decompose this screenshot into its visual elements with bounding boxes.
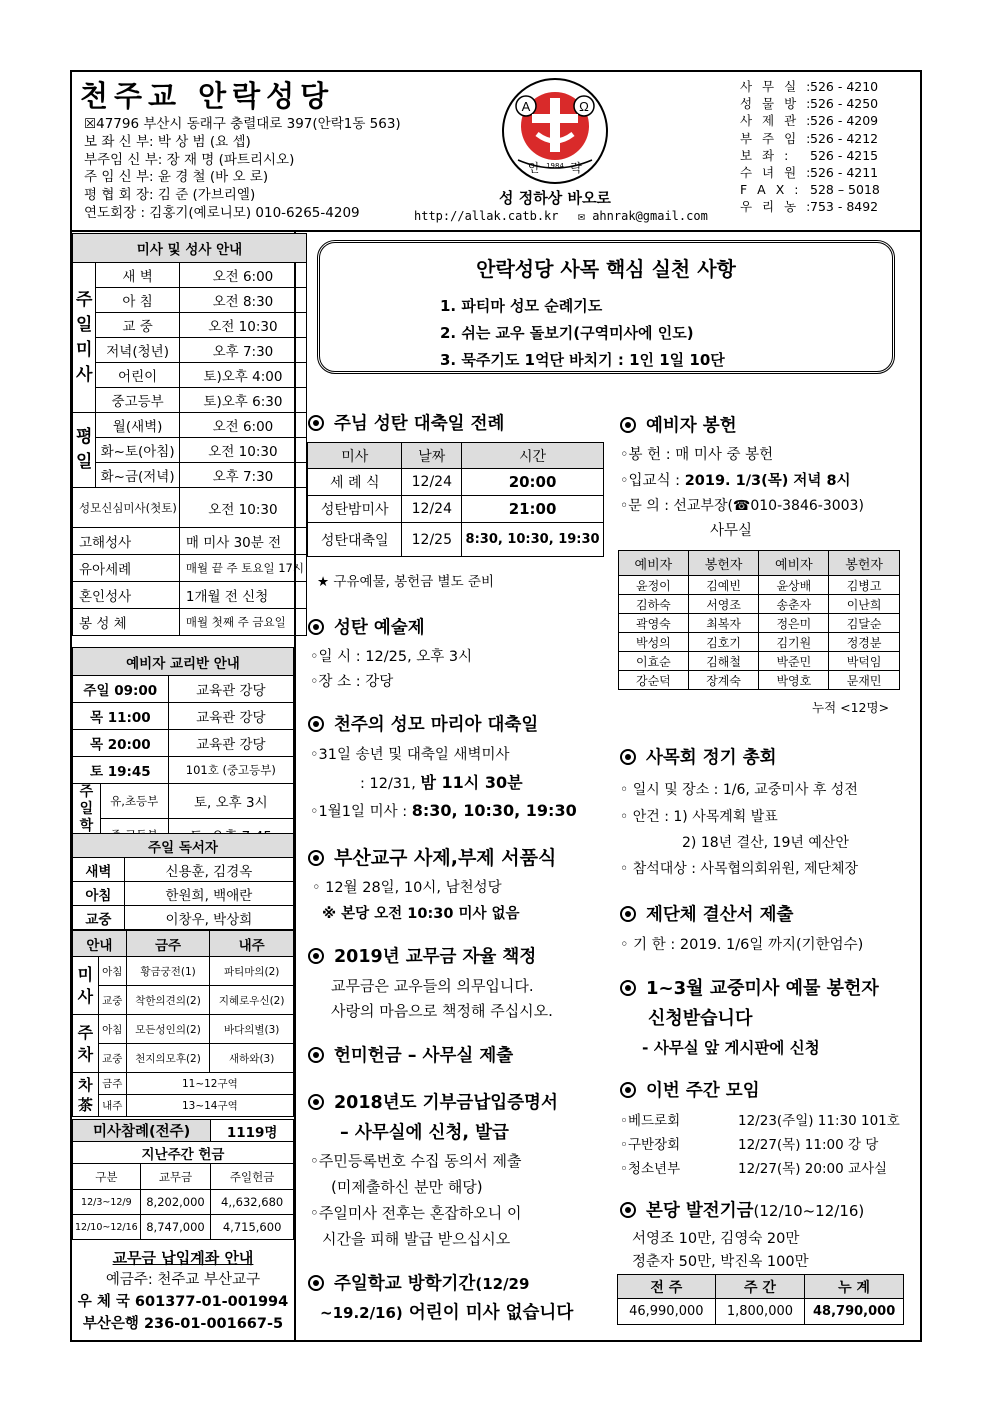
mass-name: 월(새벽) — [96, 413, 179, 438]
mass-time: 오후 7:30 — [179, 463, 306, 488]
guide-this-week: 모든성인의(2) — [126, 1015, 210, 1044]
offering-app-subtitle: 신청받습니다 — [648, 1008, 753, 1029]
meeting-row — [620, 1157, 887, 1177]
art-section-title — [308, 614, 425, 639]
mary-date: : 12/31, — [360, 776, 421, 792]
mary-time: 밤 11시 30분 — [420, 773, 523, 792]
meeting-name: ◦청소년부 — [620, 1161, 681, 1177]
mary-times: 8:30, 10:30, 19:30 — [411, 801, 577, 820]
clergy-line: 평 협 회 장: 김 준 (가브리엘) — [84, 187, 256, 204]
parish-address-block — [84, 116, 401, 223]
sponsor-cell: 이효순 — [619, 652, 689, 671]
mass-name: 저녁(청년) — [96, 338, 179, 363]
ordination-line: ◦ 12월 28일, 10시, 남천성당 — [312, 880, 502, 896]
sacrament-name: 고해성사 — [73, 528, 180, 555]
mass-time: 오전 8:30 — [179, 288, 306, 313]
sponsor-cell: 박덕임 — [829, 652, 900, 671]
christmas-note: ★ 구유예물, 봉헌금 별도 준비 — [317, 574, 495, 590]
christmas-head: 날짜 — [402, 443, 462, 469]
mary-label: ◦1월1일 미사 : — [310, 804, 412, 820]
reader-names: 한원희, 백애란 — [124, 882, 293, 906]
ordination-section-title — [308, 843, 556, 870]
fund-head: 전 주 — [618, 1275, 716, 1299]
contact-row — [740, 198, 880, 215]
sponsor-cell: 서영조 — [688, 595, 759, 614]
sponsor-cell: 송춘자 — [759, 595, 829, 614]
class-place: 교육관 강당 — [168, 730, 293, 757]
guides-table — [72, 930, 294, 1117]
mass-name: 새 벽 — [96, 263, 179, 288]
sacrament-info: 매월 끝 주 토요일 17시 — [179, 555, 306, 582]
section-title: 2018년도 기부금납입증명서 — [334, 1093, 558, 1113]
christmas-date: 12/24 — [402, 469, 462, 496]
offering-head: 주일헌금 — [211, 1164, 294, 1190]
fund-prev: 46,990,000 — [618, 1299, 716, 1325]
bullet-icon — [308, 1047, 324, 1063]
contact-label: 사 제 관 : — [740, 113, 814, 129]
offering-dues: 8,202,000 — [140, 1190, 211, 1215]
fund-period: (12/10~12/16) — [753, 1202, 865, 1220]
co-label: ◦입교식 : — [620, 473, 685, 489]
fund-head: 누 계 — [805, 1275, 904, 1299]
bullet-icon — [620, 980, 636, 996]
council-line: ◦ 일시 및 장소 : 1/6, 교중미사 후 성전 — [620, 782, 858, 798]
dues-section-title — [308, 943, 536, 968]
catechumen-class-table — [72, 647, 294, 853]
bullet-icon — [620, 417, 636, 433]
sponsor-cell: 정은미 — [759, 614, 829, 633]
bullet-icon — [620, 749, 636, 765]
sponsor-cell: 김하숙 — [619, 595, 689, 614]
reader-names: 이창우, 박상희 — [124, 906, 293, 930]
vacation-start: (12/29 — [475, 1275, 530, 1293]
contact-number: 753 - 8492 — [810, 199, 879, 215]
section-title: 주님 성탄 대축일 전례 — [334, 414, 505, 434]
co-date: 2019. 1/3(목) 저녁 8시 — [684, 473, 851, 489]
sponsor-head: 예비자 — [759, 551, 829, 576]
offering-app-line: - 사무실 앞 게시판에 신청 — [642, 1039, 820, 1057]
weekday-mass-label: 평일 — [73, 413, 96, 488]
co-line — [620, 469, 851, 490]
art-line: ◦일 시 : 12/25, 오후 3시 — [310, 649, 473, 665]
vacation-section-title — [308, 1270, 529, 1295]
account-title: 교무금 납입계좌 안내 — [112, 1249, 254, 1267]
bullet-icon — [620, 1202, 636, 1218]
mary-line — [360, 770, 523, 793]
contact-number: 526 - 4209 — [810, 113, 879, 129]
christmas-time: 8:30, 10:30, 19:30 — [462, 523, 604, 557]
guide-slot: 아침 — [98, 957, 126, 986]
receipt-section-title — [308, 1089, 558, 1114]
sponsor-cell: 김병고 — [829, 576, 900, 595]
sponsor-cell: 윤정이 — [619, 576, 689, 595]
header-divider — [70, 230, 922, 232]
notice-title: 안락성당 사목 핵심 실천 사항 — [476, 257, 736, 281]
ordination-note: ※ 본당 오전 10:30 미사 없음 — [322, 906, 520, 922]
class-day: 주일 09:00 — [73, 676, 169, 703]
council-section-title — [620, 744, 777, 769]
christmas-head: 시간 — [462, 443, 604, 469]
section-title: 사목회 정기 총회 — [646, 748, 777, 768]
sacrament-info: 매월 첫째 주 금요일 — [179, 609, 306, 636]
contact-row — [740, 147, 880, 164]
guide-next-week: 지혜로우신(2) — [210, 986, 294, 1015]
account-holder: 예금주: 천주교 부산교구 — [105, 1272, 261, 1288]
contact-row — [740, 95, 880, 112]
clergy-line: 부주임 신 부: 장 재 명 (파트리시오) — [84, 151, 295, 168]
receipt-subtitle: – 사무실에 신청, 발급 — [340, 1123, 509, 1143]
christmas-time: 20:00 — [462, 469, 604, 496]
pastoral-notice-box — [317, 240, 895, 374]
guide-slot: 아침 — [98, 1015, 126, 1044]
christmas-schedule-table — [307, 442, 604, 557]
guides-head: 안내 — [73, 931, 127, 957]
bullet-icon — [308, 1275, 324, 1291]
readers-heading: 주일 독서자 — [73, 834, 294, 858]
school-group: 유,초등부 — [100, 784, 168, 819]
council-line: ◦ 안건 : 1) 사목계획 발표 — [620, 809, 778, 825]
catechumen-sponsor-table — [618, 550, 900, 690]
mass-heading: 미사 및 성사 안내 — [73, 234, 307, 263]
guide-next-week: 바다의별(3) — [210, 1015, 294, 1044]
logo-text-rak: 락 — [570, 161, 582, 175]
christmas-mass: 세 례 식 — [308, 469, 402, 496]
receipt-line: ◦주일미사 전후는 혼잡하오니 이 — [310, 1204, 522, 1222]
special-mass-time: 오전 10:30 — [179, 488, 306, 528]
class-day: 목 20:00 — [73, 730, 169, 757]
reader-slot: 아침 — [73, 882, 125, 906]
mass-time: 오전 10:30 — [179, 438, 306, 463]
offering-heading: 지난주간 헌금 — [73, 1142, 294, 1164]
contact-label: 사 무 실 : — [740, 79, 814, 94]
class-day: 목 11:00 — [73, 703, 169, 730]
mass-name: 중고등부 — [96, 388, 179, 413]
email-link[interactable]: ahnrak@gmail.com — [592, 209, 708, 223]
meetings-section-title — [620, 1077, 760, 1102]
logo-omega: Ω — [579, 99, 589, 114]
sponsor-head: 예비자 — [619, 551, 689, 576]
meeting-when: 12/27(목) 20:00 교사실 — [738, 1161, 888, 1177]
sunday-school-label: 주일학 — [73, 784, 101, 853]
tea-label: 차茶 — [73, 1073, 99, 1117]
reader-slot: 새벽 — [73, 858, 125, 882]
section-title: 1~3월 교중미사 예물 봉헌자 — [646, 978, 879, 999]
mass-time: 오후 7:30 — [179, 338, 306, 363]
offering-table — [72, 1119, 294, 1240]
contact-row — [740, 130, 880, 147]
parish-title: 천주교 안락성당 — [80, 79, 335, 113]
class-place: 교육관 강당 — [168, 676, 293, 703]
offering-period: 12/10~12/16 — [73, 1215, 141, 1240]
offering-app-section-title — [620, 974, 879, 1000]
christmas-head: 미사 — [308, 443, 402, 469]
offering-head: 교무금 — [140, 1164, 211, 1190]
offering-sunday: 4,,632,680 — [211, 1190, 294, 1215]
account-info — [72, 1247, 294, 1335]
settlement-section-title — [620, 901, 793, 926]
mary-section-title — [308, 711, 538, 736]
contact-label: 성 물 방 : — [740, 96, 814, 112]
contact-number: 526 - 4250 — [810, 96, 879, 112]
bullet-icon — [308, 1094, 324, 1110]
bullet-icon — [620, 1082, 636, 1098]
sponsor-cell: 윤상배 — [759, 576, 829, 595]
receipt-line: 시간을 피해 발급 받으십시오 — [322, 1230, 511, 1248]
clergy-line: 보 좌 신 부: 박 상 범 (요 셉) — [84, 133, 251, 150]
meeting-name: ◦구반장회 — [620, 1137, 681, 1153]
catechumen-heading: 예비자 교리반 안내 — [73, 648, 294, 676]
patron-saint: 성 정하상 바오로 — [499, 189, 611, 207]
contact-row — [740, 164, 880, 181]
sponsor-cell: 정경분 — [829, 633, 900, 652]
attendance-label: 미사참례(전주) — [73, 1120, 211, 1142]
mass-name: 화~금(저녁) — [96, 463, 179, 488]
section-title: 주일학교 방학기간 — [334, 1274, 476, 1294]
mass-name: 아 침 — [96, 288, 179, 313]
council-line: ◦ 참석대상 : 사목협의회위원, 제단체장 — [620, 861, 859, 877]
sunday-mass-label: 주일미사 — [73, 263, 96, 413]
bullet-icon — [308, 716, 324, 732]
class-day: 토 19:45 — [73, 757, 169, 784]
fund-line: 정춘자 50만, 박진옥 100만 — [632, 1254, 809, 1270]
christmas-section-title — [308, 410, 504, 435]
contact-label: 우 리 농 : — [740, 199, 814, 215]
guide-slot: 교중 — [98, 986, 126, 1015]
bullet-icon — [308, 415, 324, 431]
sponsor-cell: 김기원 — [759, 633, 829, 652]
bullet-icon — [308, 619, 324, 635]
contact-row — [740, 78, 880, 95]
contact-label: 보 좌 : — [740, 147, 792, 163]
notice-item: 2. 쉬는 교우 돌보기(구역미사에 인도) — [440, 324, 694, 342]
meeting-name: ◦베드로회 — [620, 1113, 681, 1129]
section-title: 부산교구 사제,부제 서품식 — [334, 847, 557, 869]
mass-time: 오전 10:30 — [179, 313, 306, 338]
contact-label: 부 주 임 : — [740, 130, 814, 146]
account-bank: 부산은행 236-01-001667-5 — [82, 1316, 284, 1332]
section-title: 제단체 결산서 제출 — [646, 905, 794, 925]
mass-name: 화~토(아침) — [96, 438, 179, 463]
bullet-icon — [308, 948, 324, 964]
sponsor-cell: 장계숙 — [688, 671, 759, 690]
contact-number: 526 - 4210 — [810, 79, 879, 94]
mass-name: 교 중 — [96, 313, 179, 338]
logo-year: 1984 — [546, 162, 564, 170]
sponsor-total: 누적 <12명> — [812, 700, 890, 715]
mass-time: 오전 6:00 — [179, 263, 306, 288]
meeting-when: 12/27(목) 11:00 강 당 — [738, 1137, 879, 1153]
guide-this-week: 착한의견의(2) — [126, 986, 210, 1015]
contact-number: 526 - 4212 — [810, 130, 879, 146]
mary-line: ◦31일 송년 및 대축일 새벽미사 — [310, 747, 510, 763]
fund-line: 서영조 10만, 김영숙 20만 — [632, 1231, 800, 1247]
contact-number: 526 - 4215 — [810, 147, 879, 163]
meeting-when: 12/23(주일) 11:30 101호 — [738, 1113, 900, 1129]
email-icon: ✉ — [577, 209, 585, 223]
school-time: 토, 오후 3시 — [168, 784, 293, 819]
tea-area: 11~12구역 — [126, 1073, 293, 1095]
sponsor-cell: 김호기 — [688, 633, 759, 652]
co-line: ◦문 의 : 선교부장(☎010-3846-3003) — [620, 498, 864, 514]
guide-next-week: 새하와(3) — [210, 1044, 294, 1073]
notice-item: 1. 파티마 성모 순례기도 — [440, 297, 603, 315]
sacrament-name: 봉 성 체 — [73, 609, 180, 636]
catechumen-offering-title — [620, 412, 737, 437]
receipt-line: ◦주민등록번호 수집 동의서 제출 — [310, 1152, 522, 1170]
meeting-row — [620, 1109, 900, 1129]
guide-this-week: 황금궁전(1) — [126, 957, 210, 986]
christmas-mass: 성탄밤미사 — [308, 496, 402, 523]
tea-slot: 내주 — [98, 1095, 126, 1117]
account-post: 우 체 국 601377-01-001994 — [77, 1294, 289, 1310]
receipt-line: (미제출하신 분만 해당) — [331, 1178, 483, 1196]
mass-time: 토)오후 6:30 — [179, 388, 306, 413]
sacrament-info: 매 미사 30분 전 — [179, 528, 306, 555]
guides-head: 금주 — [126, 931, 210, 957]
section-title: 헌미헌금 – 사무실 제출 — [334, 1046, 514, 1066]
guide-group-label: 주차 — [73, 1015, 99, 1073]
sponsor-cell: 박영호 — [759, 671, 829, 690]
special-mass-name: 성모신심미사(첫토) — [73, 488, 180, 528]
logo-alpha: A — [521, 99, 531, 114]
mass-schedule-table — [72, 233, 307, 636]
website-link[interactable]: http://allak.catb.kr — [414, 209, 559, 223]
art-line: ◦장 소 : 강당 — [310, 674, 394, 690]
christmas-date: 12/24 — [402, 496, 462, 523]
contact-number: 528 – 5018 — [810, 182, 880, 198]
council-line: 2) 18년 결산, 19년 예산안 — [682, 835, 849, 851]
fund-total: 48,790,000 — [805, 1299, 904, 1325]
mary-line — [310, 800, 577, 821]
mass-time: 토)오후 4:00 — [179, 363, 306, 388]
sacrament-info: 1개월 전 신청 — [179, 582, 306, 609]
christmas-mass: 성탄대축일 — [308, 523, 402, 557]
co-line: ◦봉 헌 : 매 미사 중 봉헌 — [620, 447, 774, 463]
guide-group-label: 미사 — [73, 957, 99, 1015]
settlement-line: ◦ 기 한 : 2019. 1/6일 까지(기한엄수) — [620, 937, 864, 953]
sponsor-cell: 김해철 — [688, 652, 759, 671]
guides-head: 내주 — [210, 931, 294, 957]
sponsor-cell: 김달순 — [829, 614, 900, 633]
clergy-line: 주 임 신 부: 윤 경 철 (바 오 로) — [84, 169, 269, 186]
contact-list — [740, 78, 880, 216]
bullet-icon — [308, 850, 324, 866]
contact-label: F A X : — [740, 182, 802, 198]
offering-period: 12/3~12/9 — [73, 1190, 141, 1215]
sponsor-cell: 이난희 — [829, 595, 900, 614]
contact-label: 수 녀 원 : — [740, 165, 814, 181]
attendance-value: 1119명 — [211, 1120, 294, 1142]
section-title: 예비자 봉헌 — [646, 416, 737, 436]
sponsor-cell: 김예빈 — [688, 576, 759, 595]
fund-table — [617, 1274, 904, 1325]
logo-text-an: 안 — [528, 161, 540, 175]
sponsor-cell: 박성의 — [619, 633, 689, 652]
section-title: 이번 주간 모임 — [646, 1081, 760, 1101]
donation-section-title — [308, 1042, 513, 1067]
contact-row — [740, 181, 880, 198]
section-title: 본당 발전기금 — [646, 1201, 754, 1221]
contact-number: 526 - 4211 — [810, 165, 879, 181]
tea-area: 13~14구역 — [126, 1095, 293, 1117]
class-place: 101호 (중고등부) — [168, 757, 293, 784]
readers-table — [72, 833, 294, 930]
sponsor-head: 봉헌자 — [829, 551, 900, 576]
sponsor-cell: 강순덕 — [619, 671, 689, 690]
reader-slot: 교중 — [73, 906, 125, 930]
sponsor-head: 봉헌자 — [688, 551, 759, 576]
contact-row — [740, 112, 880, 129]
fund-head: 주 간 — [715, 1275, 805, 1299]
guide-slot: 교중 — [98, 1044, 126, 1073]
vacation-line — [320, 1299, 573, 1324]
fund-week: 1,800,000 — [715, 1299, 805, 1325]
sponsor-cell: 박준민 — [759, 652, 829, 671]
section-title: 2019년 교무금 자율 책정 — [334, 947, 537, 967]
section-title: 성탄 예술제 — [334, 618, 425, 638]
sacrament-name: 유아세례 — [73, 555, 180, 582]
vacation-end: ~19.2/16) — [320, 1304, 403, 1322]
christmas-time: 21:00 — [462, 496, 604, 523]
reader-names: 신용훈, 김경옥 — [124, 858, 293, 882]
dues-line: 교무금은 교우들의 의무입니다. — [331, 977, 534, 995]
mass-time: 오전 6:00 — [179, 413, 306, 438]
sponsor-cell: 곽영숙 — [619, 614, 689, 633]
sponsor-cell: 문재민 — [829, 671, 900, 690]
guide-next-week: 파티마의(2) — [210, 957, 294, 986]
offering-head: 구분 — [73, 1164, 141, 1190]
section-title: 천주의 성모 마리아 대축일 — [334, 715, 539, 735]
class-place: 교육관 강당 — [168, 703, 293, 730]
co-line: 사무실 — [710, 523, 753, 539]
sacrament-name: 혼인성사 — [73, 582, 180, 609]
parish-logo — [500, 76, 610, 186]
dues-line: 사랑의 마음으로 책정해 주십시오. — [331, 1002, 553, 1020]
web-contact — [414, 209, 708, 223]
notice-item: 3. 묵주기도 1억단 바치기 : 1인 1일 10단 — [440, 351, 725, 369]
offering-dues: 8,747,000 — [140, 1215, 211, 1240]
address: ☒47796 부산시 동래구 충렬대로 397(안락1동 563) — [84, 116, 401, 132]
fund-section-title — [620, 1197, 864, 1222]
christmas-date: 12/25 — [402, 523, 462, 557]
sponsor-cell: 최복자 — [688, 614, 759, 633]
guide-this-week: 천지의모후(2) — [126, 1044, 210, 1073]
tea-slot: 금주 — [98, 1073, 126, 1095]
bullet-icon — [620, 906, 636, 922]
vacation-note: 어린이 미사 없습니다 — [402, 1303, 574, 1323]
offering-sunday: 4,715,600 — [211, 1215, 294, 1240]
clergy-line: 연도회장 : 김홍기(예로니모) 010-6265-4209 — [84, 204, 360, 221]
mass-name: 어린이 — [96, 363, 179, 388]
meeting-row — [620, 1133, 878, 1153]
